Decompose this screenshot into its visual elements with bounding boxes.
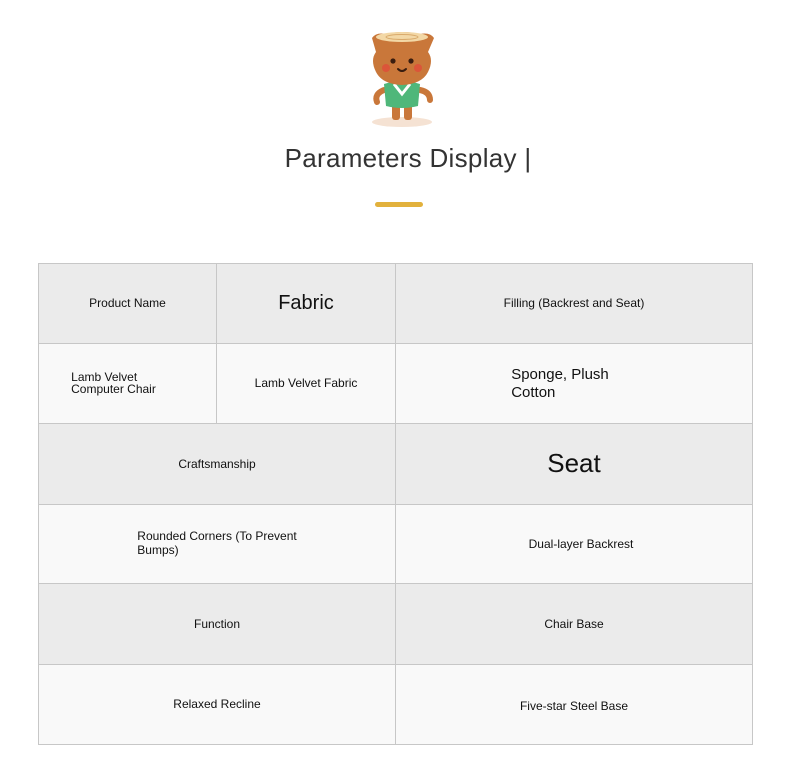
chair-base-label: Chair Base (544, 616, 604, 631)
table-row (39, 344, 753, 424)
product-name-label: Product Name (89, 296, 166, 311)
seat-value: Dual-layer Backrest (528, 536, 634, 551)
chair-base-value-cell (396, 665, 753, 745)
craftsmanship-label: Craftsmanship (178, 456, 256, 471)
function-value-cell (39, 665, 396, 745)
table-row (39, 264, 753, 344)
craftsmanship-value-cell (39, 505, 396, 584)
product-name-value-cell (39, 344, 217, 424)
page-title: Parameters Display | (284, 143, 532, 173)
craftsmanship-label-cell (39, 424, 396, 505)
tree-stump-mascot-icon (364, 28, 440, 128)
function-label: Function (193, 616, 241, 631)
filling-value: Sponge, Plush Cotton (511, 366, 609, 401)
seat-label-cell (396, 424, 753, 505)
filling-value-cell (396, 344, 753, 424)
fabric-value: Lamb Velvet Fabric (254, 376, 358, 391)
function-value: Relaxed Recline (173, 697, 261, 712)
chair-base-label-cell (396, 584, 753, 665)
fabric-label-cell (217, 264, 396, 344)
fabric-label: Fabric (278, 292, 334, 314)
fabric-value-cell (217, 344, 396, 424)
filling-label: Filling (Backrest and Seat) (503, 296, 645, 311)
function-label-cell (39, 584, 396, 665)
title-underline (375, 202, 423, 207)
product-name-label-cell (39, 264, 217, 344)
filling-label-cell (396, 264, 753, 344)
seat-value-cell (396, 505, 753, 584)
seat-label: Seat (547, 448, 601, 479)
product-name-value: Lamb Velvet Computer Chair (71, 370, 156, 396)
craftsmanship-value: Rounded Corners (To Prevent Bumps) (137, 529, 297, 557)
table-row (39, 665, 753, 745)
table-row (39, 584, 753, 665)
table-row (39, 505, 753, 584)
chair-base-value: Five-star Steel Base (519, 698, 629, 713)
table-row (39, 424, 753, 505)
parameters-table (38, 263, 753, 745)
